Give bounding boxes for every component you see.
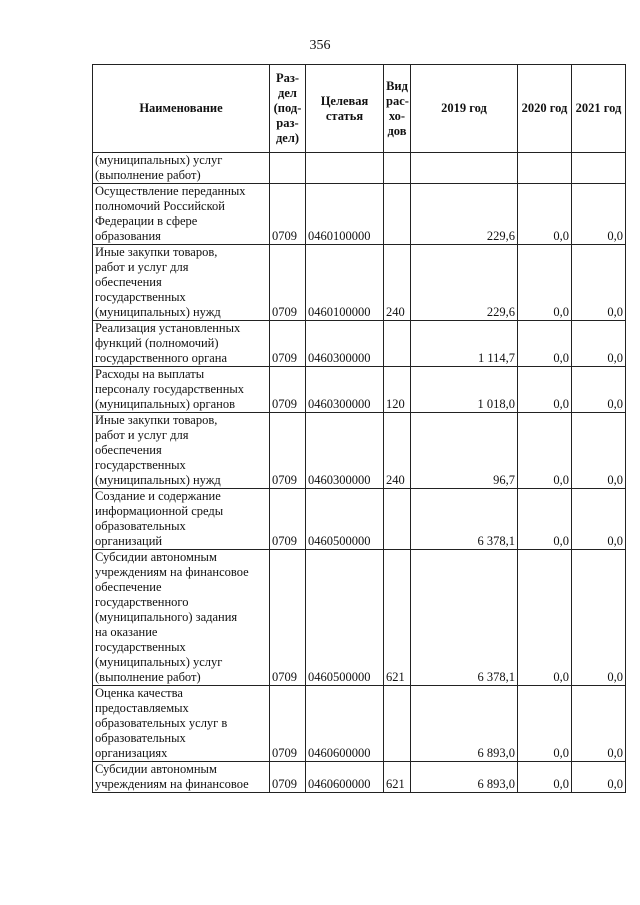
cell-section xyxy=(270,153,306,184)
cell-type xyxy=(384,489,411,550)
cell-name: Создание и содержание информационной среды образовательных организаций xyxy=(93,489,270,550)
cell-2020: 0,0 xyxy=(518,762,572,793)
cell-2021: 0,0 xyxy=(572,550,626,686)
cell-section: 0709 xyxy=(270,184,306,245)
cell-section: 0709 xyxy=(270,245,306,321)
cell-2021: 0,0 xyxy=(572,184,626,245)
header-section-line: дел) xyxy=(275,131,300,145)
cell-2019: 96,7 xyxy=(411,413,518,489)
cell-2020: 0,0 xyxy=(518,367,572,413)
cell-2020: 0,0 xyxy=(518,184,572,245)
cell-2019: 6 893,0 xyxy=(411,686,518,762)
table-row xyxy=(93,550,626,686)
table-row xyxy=(93,184,626,245)
cell-2021: 0,0 xyxy=(572,413,626,489)
cell-2021: 0,0 xyxy=(572,245,626,321)
cell-name: (муниципальных) услуг (выполнение работ) xyxy=(93,153,270,184)
cell-2020: 0,0 xyxy=(518,489,572,550)
cell-2019: 6 378,1 xyxy=(411,550,518,686)
table-row xyxy=(93,321,626,367)
cell-target: 0460300000 xyxy=(306,413,384,489)
cell-section: 0709 xyxy=(270,489,306,550)
cell-2021: 0,0 xyxy=(572,321,626,367)
cell-name: Осуществление переданных полномочий Российской Федерации в сфере образования xyxy=(93,184,270,245)
cell-target: 0460500000 xyxy=(306,489,384,550)
cell-type: 240 xyxy=(384,245,411,321)
cell-section: 0709 xyxy=(270,686,306,762)
cell-type: 621 xyxy=(384,762,411,793)
cell-2021: 0,0 xyxy=(572,489,626,550)
cell-section: 0709 xyxy=(270,321,306,367)
cell-2021 xyxy=(572,153,626,184)
cell-2021: 0,0 xyxy=(572,762,626,793)
cell-name: Реализация установленных функций (полномочий) государственного органа xyxy=(93,321,270,367)
table-row xyxy=(93,489,626,550)
cell-2019: 229,6 xyxy=(411,184,518,245)
header-type-line: хо- xyxy=(388,108,406,123)
cell-2020 xyxy=(518,153,572,184)
cell-type xyxy=(384,184,411,245)
cell-2019: 229,6 xyxy=(411,245,518,321)
cell-2020: 0,0 xyxy=(518,245,572,321)
cell-name: Субсидии автономным учреждениям на финансовое xyxy=(93,762,270,793)
cell-type xyxy=(384,686,411,762)
table-row xyxy=(93,367,626,413)
header-section-line: дел xyxy=(278,86,297,100)
header-type-line: Вид xyxy=(386,78,408,93)
cell-name: Оценка качества предоставляемых образовательных услуг в образовательных организациях xyxy=(93,686,270,762)
header-type xyxy=(384,65,411,153)
header-name: Наименование xyxy=(93,65,270,153)
header-section-line: Раз- xyxy=(275,71,300,85)
header-target-line: Целевая xyxy=(320,93,369,108)
cell-2019: 6 893,0 xyxy=(411,762,518,793)
cell-name: Субсидии автономным учреждениям на финансовое обеспечение государственного (муниципального) задания на оказание государственных (муниципальных) услуг (выполнение работ) xyxy=(93,550,270,686)
cell-target: 0460100000 xyxy=(306,245,384,321)
header-type-line: дов xyxy=(387,123,407,138)
table-row xyxy=(93,245,626,321)
header-section-line: раз- xyxy=(276,116,299,130)
cell-target: 0460300000 xyxy=(306,367,384,413)
cell-2020: 0,0 xyxy=(518,321,572,367)
cell-2019 xyxy=(411,153,518,184)
table-row xyxy=(93,686,626,762)
cell-2021: 0,0 xyxy=(572,367,626,413)
table-header xyxy=(93,65,626,153)
header-2020: 2020 год xyxy=(518,65,572,153)
cell-type: 621 xyxy=(384,550,411,686)
cell-name: Иные закупки товаров, работ и услуг для обеспечения государственных (муниципальных) нужд xyxy=(93,413,270,489)
cell-2021: 0,0 xyxy=(572,686,626,762)
table-row xyxy=(93,413,626,489)
cell-2019: 1 114,7 xyxy=(411,321,518,367)
cell-target: 0460600000 xyxy=(306,686,384,762)
header-2019: 2019 год xyxy=(411,65,518,153)
cell-type: 240 xyxy=(384,413,411,489)
header-target xyxy=(306,65,384,153)
cell-type: 120 xyxy=(384,367,411,413)
header-section-line: (под- xyxy=(273,101,302,115)
cell-2020: 0,0 xyxy=(518,550,572,686)
header-section xyxy=(270,65,306,153)
cell-target: 0460600000 xyxy=(306,762,384,793)
cell-section: 0709 xyxy=(270,550,306,686)
header-type-line: рас- xyxy=(386,93,409,108)
cell-2020: 0,0 xyxy=(518,413,572,489)
cell-2019: 6 378,1 xyxy=(411,489,518,550)
cell-target xyxy=(306,153,384,184)
header-target-line: статья xyxy=(325,108,364,123)
cell-name: Иные закупки товаров, работ и услуг для обеспечения государственных (муниципальных) нужд xyxy=(93,245,270,321)
cell-target: 0460500000 xyxy=(306,550,384,686)
cell-section: 0709 xyxy=(270,367,306,413)
table-row xyxy=(93,762,626,793)
cell-2020: 0,0 xyxy=(518,686,572,762)
budget-table xyxy=(92,64,626,793)
cell-2019: 1 018,0 xyxy=(411,367,518,413)
cell-target: 0460100000 xyxy=(306,184,384,245)
table-row xyxy=(93,153,626,184)
cell-target: 0460300000 xyxy=(306,321,384,367)
header-2021: 2021 год xyxy=(572,65,626,153)
cell-section: 0709 xyxy=(270,413,306,489)
cell-type xyxy=(384,321,411,367)
page-number: 356 xyxy=(309,38,331,53)
cell-section: 0709 xyxy=(270,762,306,793)
cell-name: Расходы на выплаты персоналу государственных (муниципальных) органов xyxy=(93,367,270,413)
cell-type xyxy=(384,153,411,184)
